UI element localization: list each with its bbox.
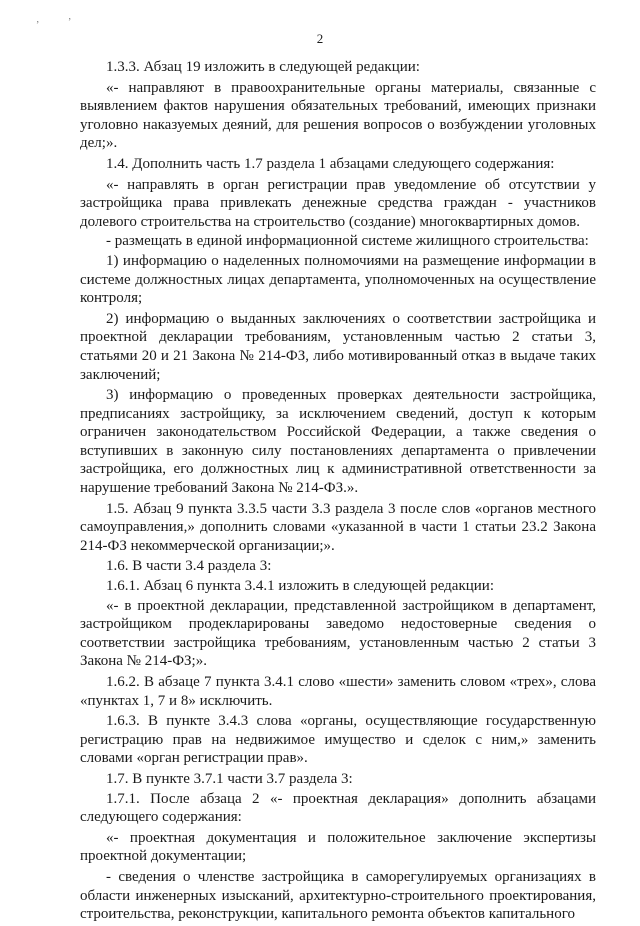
paragraph: 1.6.3. В пункте 3.4.3 слова «органы, осуществляющие государственную регистрацию прав на недвижимое имущество и сделок с ним,» заменить словами «орган регистрации прав». (80, 713, 596, 767)
paragraph: «- направляют в правоохранительные органы материалы, связанные с выявлением фактов нарушения обязательных требований, имеющих признаки уголовно наказуемых деяний, для решения вопросов о возбуждении уголовных дел;». (80, 79, 596, 152)
paragraph: «- в проектной декларации, представленной застройщиком в департамент, застройщиком продекларированы заведомо недостоверные сведения о соответствии застройщика требованиям, установленным частью 2 статьи 3 Закона № 214-ФЗ;». (80, 597, 596, 670)
paragraph: 2) информацию о выданных заключениях о соответствии застройщика и проектной декларации требованиям, установленным частью 2 статьи 3, статьями 20 и 21 Закона № 214-ФЗ, либо мотивированный отказ в выдаче таких заключений; (80, 310, 596, 383)
paragraph: 1.4. Дополнить часть 1.7 раздела 1 абзацами следующего содержания: (106, 155, 555, 172)
paragraph: 1) информацию о наделенных полномочиями на размещение информации в системе должностных лицах департамента, уполномоченных на осуществление контроля; (80, 252, 596, 307)
document-body (80, 58, 596, 926)
paragraph: «- проектная документация и положительное заключение экспертизы проектной документации; (80, 829, 596, 865)
paragraph: 3) информацию о проведенных проверках деятельности застройщика, предписаниях застройщику, за исключением сведений, доступ к которым ограничен законодательством Российской Федерации, а также сведения о вступивших в законную силу постановлениях департамента о привлечении застройщика, его должностных лиц к административной ответственности за нарушение требований Закона № 214-ФЗ.». (80, 387, 596, 497)
paragraph: 1.7.1. После абзаца 2 «- проектная декларация» дополнить абзацами следующего содержания: (80, 790, 596, 826)
paragraph: - сведения о членстве застройщика в саморегулируемых организациях в области инженерных изысканий, архитектурно-строительного проектирования, строительства, реконструкции, капитального ремонта объектов капитального (80, 868, 596, 923)
paragraph: 1.5. Абзац 9 пункта 3.3.5 части 3.3 раздела 3 после слов «органов местного самоуправления,» дополнить словами «указанной в части 1 статьи 23.2 Закона 214-ФЗ некоммерческой организации;». (80, 500, 596, 554)
paragraph: 1.7. В пункте 3.7.1 части 3.7 раздела 3: (106, 770, 353, 787)
page-number: 2 (316, 31, 324, 46)
paragraph: - размещать в единой информационной системе жилищного строительства: (106, 233, 589, 250)
paragraph: 1.6. В части 3.4 раздела 3: (106, 558, 272, 575)
paragraph: «- направлять в орган регистрации прав уведомление об отсутствии у застройщика права привлекать денежные средства граждан - участников долевого строительства на строительство (создание) многоквартирных домов. (80, 176, 596, 230)
paragraph: 1.3.3. Абзац 19 изложить в следующей редакции: (106, 59, 420, 75)
scan-mark: ’ (68, 17, 72, 28)
paragraph: 1.6.2. В абзаце 7 пункта 3.4.1 слово «шести» заменить словом «трех», слова «пунктах 1, 7 и 8» исключить. (80, 674, 596, 709)
paragraph: 1.6.1. Абзац 6 пункта 3.4.1 изложить в следующей редакции: (106, 578, 495, 595)
scan-mark: ’ (36, 20, 40, 31)
